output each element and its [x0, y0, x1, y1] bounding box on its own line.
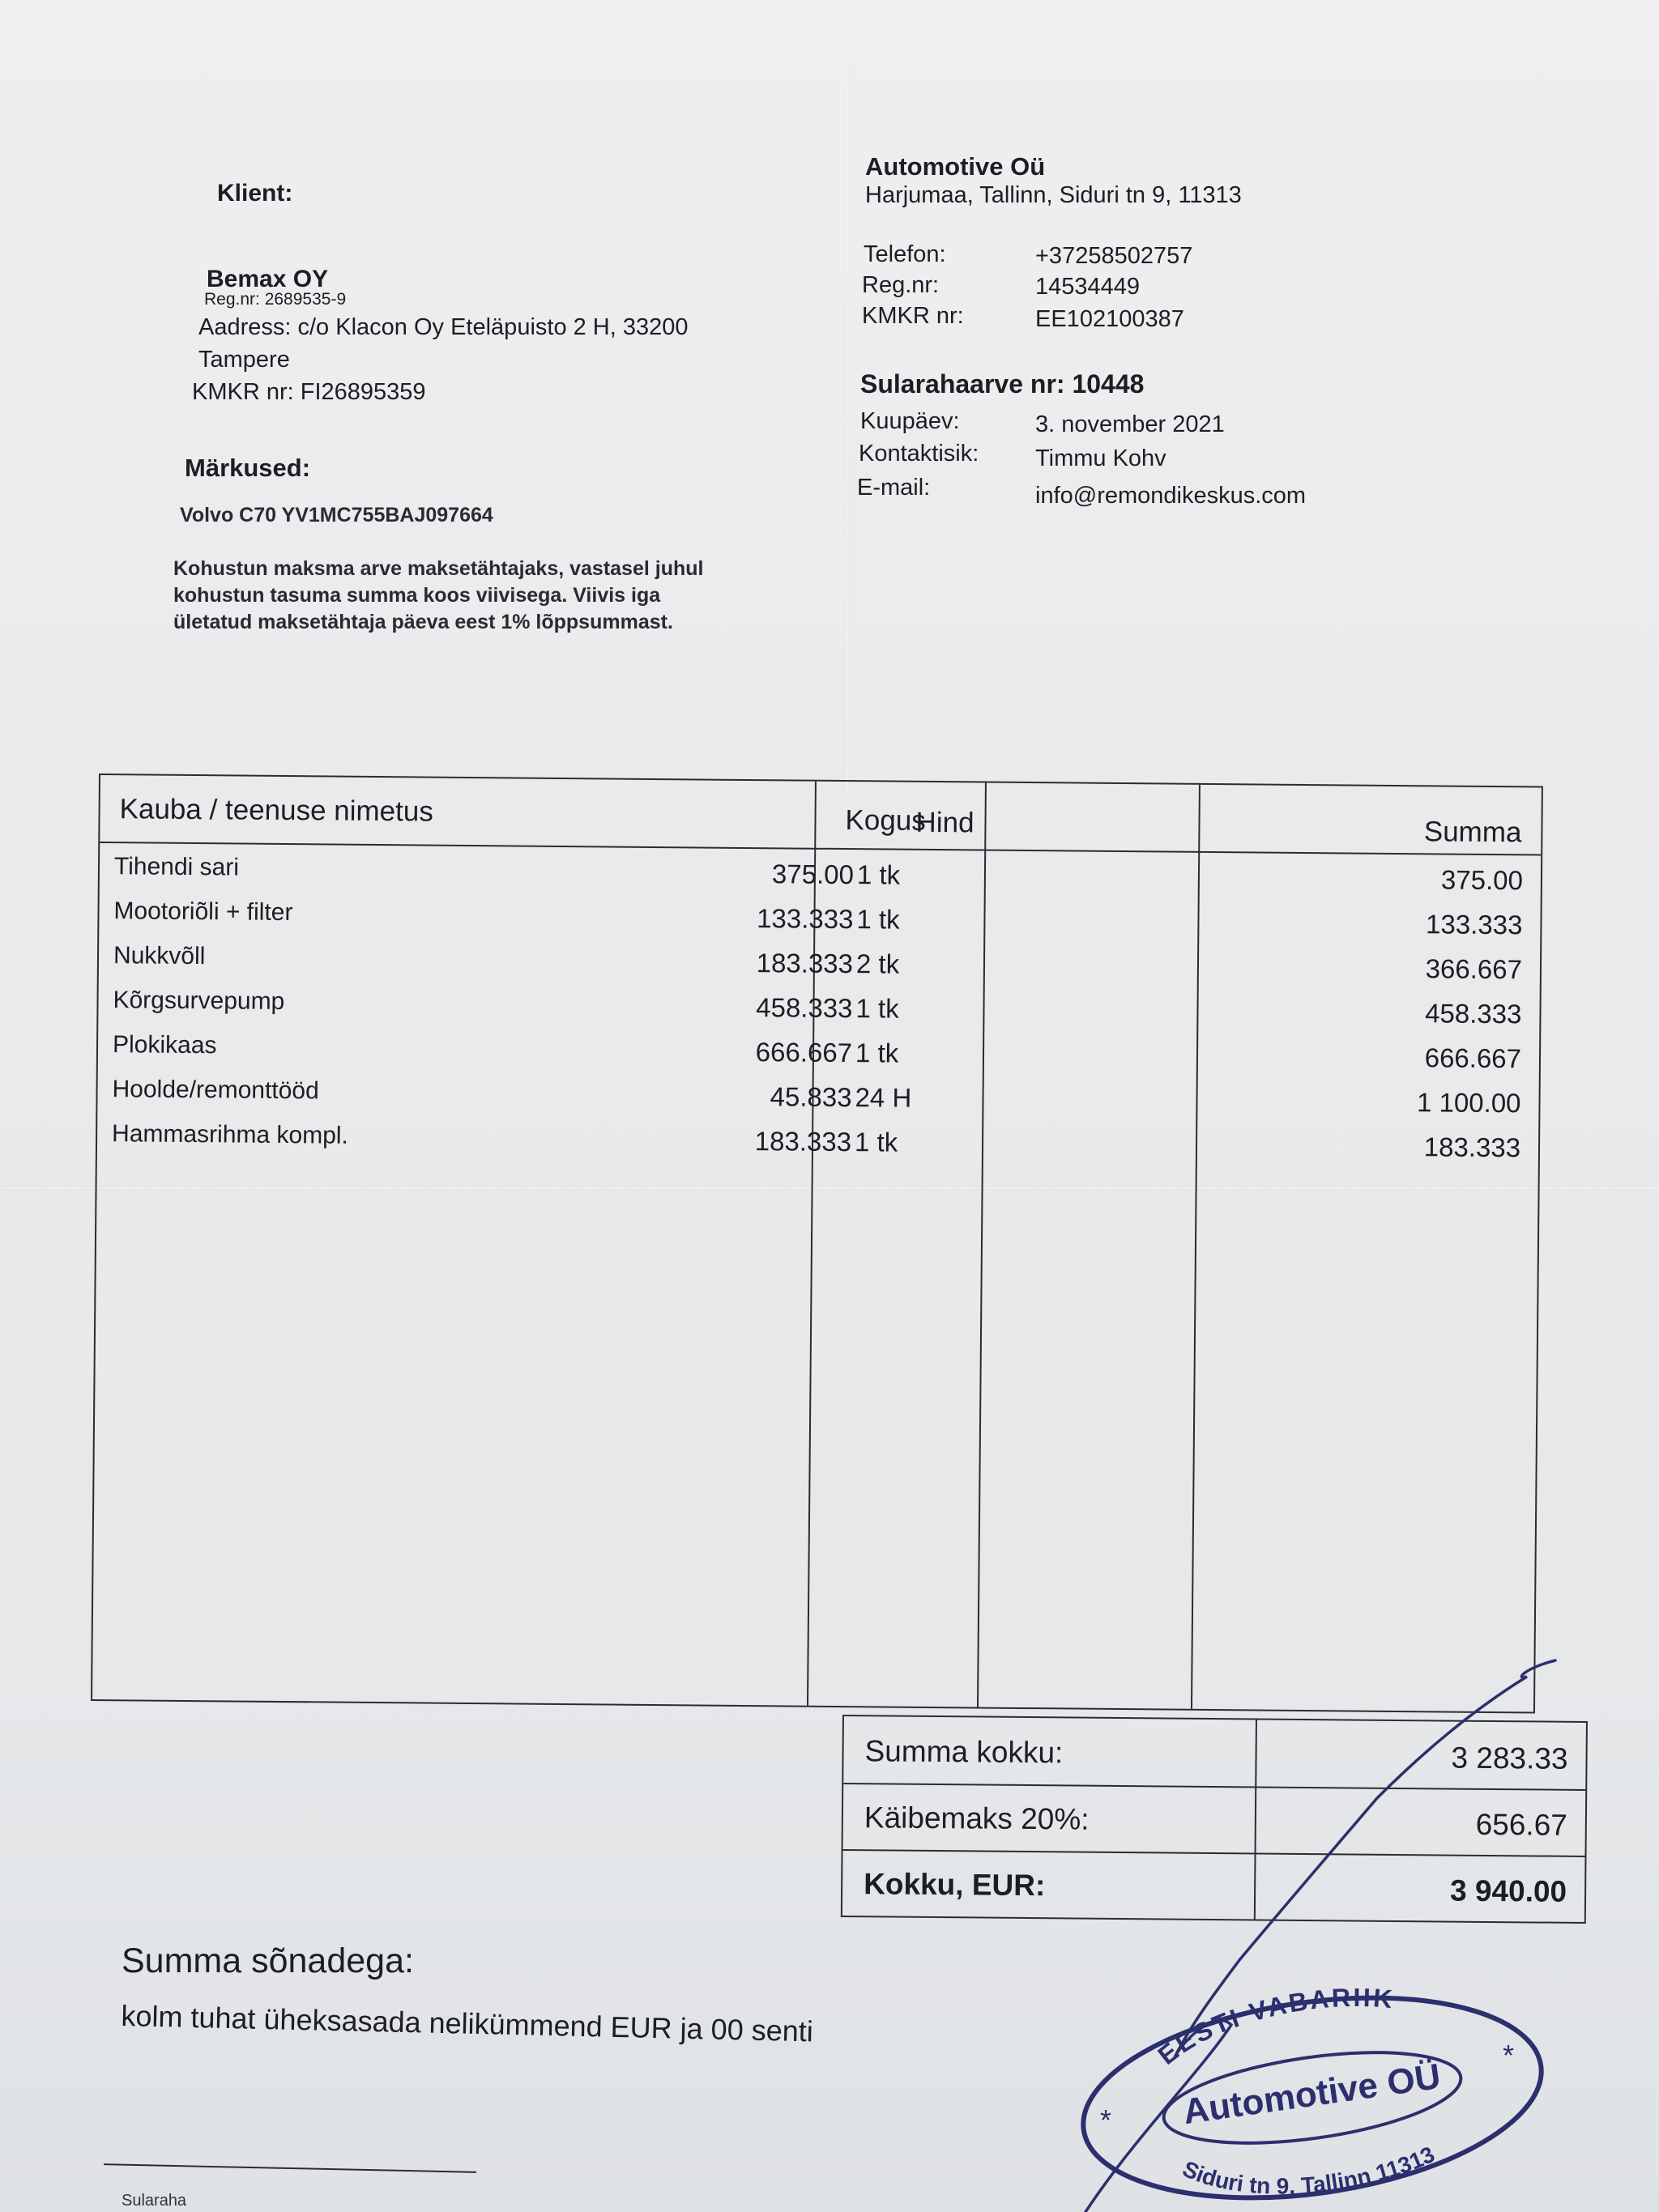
- item-sum: 1 100.00: [1416, 1087, 1521, 1119]
- invoice-date-label: Kuupäev:: [860, 408, 960, 434]
- company-phone-label: Telefon:: [864, 241, 946, 267]
- company-address: Harjumaa, Tallinn, Siduri tn 9, 11313: [865, 182, 1242, 208]
- item-price: 375.00: [771, 859, 855, 890]
- vat-label: Käibemaks 20%:: [864, 1801, 1090, 1836]
- item-price: 133.333: [757, 903, 854, 935]
- company-reg: 14534449: [1035, 274, 1141, 300]
- star-icon: *: [1100, 2103, 1112, 2137]
- item-quantity: 2 tk: [855, 948, 900, 979]
- payment-terms-line1: Kohustun maksma arve maksetähtajaks, vastasel juhul: [173, 557, 704, 580]
- item-price: 45.833: [770, 1081, 852, 1113]
- item-name: Plokikaas: [112, 1031, 217, 1059]
- table-header-divider: [100, 842, 1541, 856]
- company-phone: +37258502757: [1035, 243, 1193, 269]
- totals-table: [841, 1715, 1588, 1924]
- company-kmkr: EE102100387: [1035, 306, 1184, 332]
- item-name: Hammasrihma kompl.: [111, 1120, 348, 1149]
- total-label: Kokku, EUR:: [864, 1867, 1046, 1903]
- paper-fold-vertical: [847, 0, 849, 794]
- subtotal-row: [843, 1716, 1586, 1789]
- remarks-heading: Märkused:: [185, 454, 311, 482]
- company-reg-label: Reg.nr:: [862, 272, 940, 298]
- item-sum: 458.333: [1425, 998, 1522, 1029]
- invoice-contact-label: Kontaktisik:: [859, 441, 979, 467]
- client-address: [192, 311, 689, 408]
- item-quantity: 1 tk: [855, 1038, 899, 1068]
- item-name: Nukkvõll: [113, 942, 206, 970]
- client-address-line2: Tampere: [198, 347, 290, 373]
- item-quantity: 1 tk: [854, 1127, 898, 1157]
- invoice-contact: Timmu Kohv: [1035, 445, 1166, 471]
- item-name: Mootoriõli + filter: [113, 897, 293, 927]
- svg-text:Siduri tn 9, Tallinn 11313: [1179, 2142, 1438, 2199]
- subtotal-value: 3 283.33: [1451, 1741, 1568, 1775]
- invoice-email-label: E-mail:: [857, 475, 931, 501]
- total-value: 3 940.00: [1449, 1873, 1567, 1908]
- invoice-email: info@remondikeskus.com: [1035, 483, 1307, 509]
- column-header-item: Kauba / teenuse nimetus: [119, 793, 433, 828]
- item-quantity: 1 tk: [855, 993, 899, 1024]
- item-price: 183.333: [754, 1126, 852, 1157]
- company-name: Automotive Oü: [865, 152, 1046, 181]
- item-quantity: 1 tk: [856, 904, 900, 935]
- item-price: 458.333: [756, 992, 853, 1024]
- vat-row: [843, 1783, 1586, 1856]
- column-header-quantity: Kogus: [845, 804, 926, 837]
- star-icon: *: [1503, 2039, 1515, 2072]
- amount-in-words: kolm tuhat üheksasada nelikümmend EUR ja 00 senti: [121, 1999, 814, 2048]
- payment-terms-line3: ületatud maksetähtaja päeva eest 1% lõppsummast.: [173, 611, 673, 633]
- item-name: Tihendi sari: [113, 853, 240, 881]
- stamp-top-text: EESTI VABARIIK: [1152, 1982, 1396, 2070]
- item-sum: 375.00: [1440, 864, 1524, 896]
- item-sum: 666.667: [1424, 1042, 1522, 1074]
- item-sum: 366.667: [1425, 953, 1523, 985]
- company-stamp: [1069, 1976, 1555, 2212]
- item-price: 183.333: [756, 948, 854, 979]
- client-kmkr: KMKR nr: FI26895359: [192, 379, 426, 405]
- subtotal-label: Summa kokku:: [864, 1734, 1064, 1770]
- column-header-sum: Summa: [1423, 816, 1522, 849]
- item-name: Kõrgsurvepump: [113, 987, 285, 1016]
- amount-in-words-heading: Summa sõnadega:: [122, 1941, 414, 1980]
- line-items-table: [91, 774, 1543, 1714]
- item-sum: 183.333: [1423, 1132, 1521, 1163]
- signature-line: [104, 2163, 476, 2173]
- total-row: [842, 1849, 1585, 1922]
- column-header-price: Hind: [915, 806, 975, 839]
- item-quantity: 1 tk: [856, 859, 901, 890]
- item-quantity: 24 H: [855, 1082, 912, 1113]
- client-heading: Klient:: [217, 180, 293, 207]
- remarks-car: Volvo C70 YV1MC755BAJ097664: [180, 504, 493, 526]
- vat-value: 656.67: [1475, 1807, 1568, 1842]
- payment-terms-line2: kohustun tasuma summa koos viivisega. Viivis iga: [173, 584, 661, 607]
- client-name: Bemax OY: [207, 266, 329, 292]
- invoice-number: Sularahaarve nr: 10448: [860, 369, 1145, 399]
- item-name: Hoolde/remonttööd: [112, 1076, 319, 1105]
- client-address-line1: Aadress: c/o Klacon Oy Eteläpuisto 2 H, 33200: [198, 314, 689, 340]
- client-reg-number: Reg.nr: 2689535-9: [204, 290, 347, 309]
- item-price: 666.667: [755, 1037, 853, 1068]
- item-sum: 133.333: [1425, 909, 1523, 940]
- signature-caption: Sularaha: [122, 2192, 187, 2210]
- payment-terms: [173, 556, 703, 636]
- svg-text:EESTI VABARIIK: [1153, 1983, 1396, 2070]
- invoice-date: 3. november 2021: [1035, 411, 1225, 437]
- company-kmkr-label: KMKR nr:: [862, 303, 964, 329]
- stamp-name: Automotive OÜ: [1180, 2056, 1444, 2133]
- stamp-bottom-text: Siduri tn 9, Tallinn 11313: [1179, 2141, 1439, 2199]
